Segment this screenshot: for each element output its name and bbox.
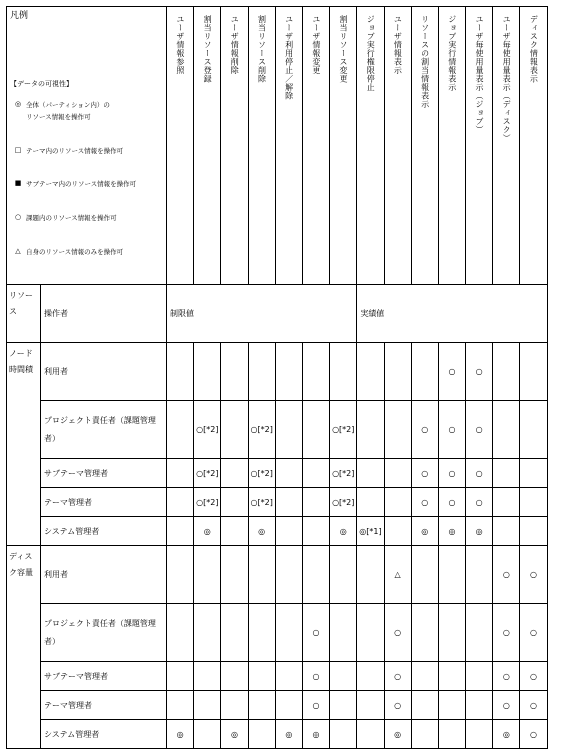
permission-cell: ○[*2] [194, 401, 221, 459]
legend-item [10, 146, 163, 158]
permission-cell [248, 343, 275, 401]
permission-cell [520, 401, 547, 459]
legend-item [10, 213, 163, 225]
permission-cell [302, 401, 329, 459]
permission-cell [194, 662, 221, 691]
permission-cell [466, 604, 493, 662]
column-header-label: 割当リソース登録 [203, 15, 213, 83]
permission-cell [357, 691, 384, 720]
legend-text-line: リソース情報を操作可 [26, 112, 91, 121]
operator-label-line: 者） [44, 433, 60, 443]
permission-cell [438, 720, 465, 749]
column-header [357, 7, 384, 285]
permission-table-container [6, 6, 548, 749]
legend-text-line: 課題内のリソース情報を操作可 [26, 213, 117, 222]
column-header-label: ジョブ実行情報表示 [447, 15, 457, 92]
operator-label [41, 343, 167, 401]
permission-cell [248, 604, 275, 662]
permission-cell: ○ [466, 343, 493, 401]
permission-cell: ◎ [194, 517, 221, 546]
header-row [7, 7, 548, 285]
permission-cell: ◎ [167, 720, 194, 749]
group-limit-header: 制限値 [167, 285, 357, 343]
permission-cell [302, 517, 329, 546]
column-header [438, 7, 465, 285]
permission-cell [302, 459, 329, 488]
permission-cell [520, 343, 547, 401]
permission-cell [221, 343, 248, 401]
permission-cell [248, 662, 275, 691]
operator-label-line: サブテーマ管理者 [44, 671, 108, 681]
permission-cell [194, 604, 221, 662]
permission-cell [384, 488, 411, 517]
permission-cell: ○ [438, 343, 465, 401]
permission-cell [275, 604, 302, 662]
permission-table [6, 6, 548, 749]
permission-cell [357, 720, 384, 749]
table-row [7, 691, 548, 720]
legend-text-line: 自身のリソース情報のみを操作可 [26, 247, 124, 256]
column-header [330, 7, 357, 285]
column-header-label: ジョブ実行権限停止 [366, 15, 376, 92]
permission-cell: ○ [438, 488, 465, 517]
operator-header: 操作者 [41, 285, 167, 343]
permission-cell: ○ [384, 691, 411, 720]
resource-label: ノード時間積 [7, 343, 41, 546]
table-row [7, 517, 548, 546]
permission-cell [438, 662, 465, 691]
permission-cell [466, 691, 493, 720]
legend-text [26, 179, 136, 191]
operator-label-line: テーマ管理者 [44, 700, 92, 710]
permission-cell [384, 343, 411, 401]
permission-cell: ○ [520, 546, 547, 604]
permission-cell [466, 720, 493, 749]
legend-text [26, 213, 117, 225]
permission-cell [466, 662, 493, 691]
permission-cell [330, 546, 357, 604]
column-header-label: ユーザ毎使用量表示（ジョブ） [474, 15, 484, 134]
permission-cell: ○ [411, 401, 438, 459]
permission-cell: ○ [493, 604, 520, 662]
legend-text [26, 146, 123, 158]
resource-header: リソース [7, 285, 41, 343]
permission-cell [167, 604, 194, 662]
permission-cell: ○ [520, 691, 547, 720]
legend-symbol: ◎ [14, 100, 22, 109]
permission-cell: ○ [493, 691, 520, 720]
table-row [7, 459, 548, 488]
permission-cell: ○[*2] [248, 401, 275, 459]
operator-label-line: 利用者 [44, 570, 68, 580]
permission-cell [411, 662, 438, 691]
operator-label-line: システム管理者 [44, 729, 100, 739]
permission-cell [357, 546, 384, 604]
permission-cell [357, 343, 384, 401]
legend-text-line: テーマ内のリソース情報を操作可 [26, 146, 124, 155]
permission-cell: ○[*2] [194, 459, 221, 488]
permission-cell [357, 459, 384, 488]
permission-cell [221, 401, 248, 459]
legend-cell [7, 7, 167, 285]
permission-cell [384, 401, 411, 459]
permission-cell [357, 401, 384, 459]
permission-cell [438, 691, 465, 720]
permission-cell: ◎[*1] [357, 517, 384, 546]
permission-cell: ○ [384, 604, 411, 662]
permission-cell [194, 691, 221, 720]
permission-cell [248, 546, 275, 604]
permission-cell [384, 517, 411, 546]
permission-cell [167, 662, 194, 691]
permission-cell [275, 343, 302, 401]
group-actual-header: 実績値 [357, 285, 547, 343]
permission-cell [357, 662, 384, 691]
permission-cell: ○[*2] [248, 459, 275, 488]
operator-label [41, 401, 167, 459]
legend-item [10, 179, 163, 191]
legend-items [10, 100, 163, 258]
permission-cell [275, 691, 302, 720]
group-header-row [7, 285, 548, 343]
permission-cell [357, 488, 384, 517]
permission-cell [520, 459, 547, 488]
legend-symbol: ○ [14, 212, 22, 221]
permission-cell [221, 691, 248, 720]
legend-text-line: 全体（パーティション内）の [26, 101, 110, 110]
column-header [411, 7, 438, 285]
operator-label-line: プロジェクト責任者（課題管理 [44, 416, 156, 426]
permission-cell: ○ [520, 604, 547, 662]
permission-cell: ◎ [411, 517, 438, 546]
operator-label-line: 者） [44, 636, 60, 646]
column-header [221, 7, 248, 285]
operator-label [41, 517, 167, 546]
permission-cell: ○ [520, 720, 547, 749]
operator-label [41, 604, 167, 662]
column-header [520, 7, 547, 285]
permission-cell [275, 662, 302, 691]
operator-label [41, 691, 167, 720]
legend-text [26, 247, 123, 259]
column-header [466, 7, 493, 285]
column-header-label: ユーザ情報削除 [230, 15, 240, 75]
permission-cell [221, 662, 248, 691]
permission-cell [302, 488, 329, 517]
column-header [275, 7, 302, 285]
permission-cell [221, 459, 248, 488]
permission-cell: ◎ [438, 517, 465, 546]
permission-cell [411, 604, 438, 662]
legend-symbol: □ [14, 145, 22, 154]
resource-label: ディスク容量 [7, 546, 41, 749]
permission-cell: ◎ [302, 720, 329, 749]
column-header-label: ディスク情報表示 [529, 15, 539, 83]
column-header-label: 割当リソース変更 [339, 15, 349, 83]
operator-label-line: テーマ管理者 [44, 497, 92, 507]
permission-cell [221, 517, 248, 546]
permission-cell [493, 343, 520, 401]
column-header-label: ユーザ情報変更 [311, 15, 321, 75]
permission-cell: ◎ [275, 720, 302, 749]
permission-cell [167, 459, 194, 488]
permission-cell [384, 459, 411, 488]
permission-cell: ○ [466, 401, 493, 459]
operator-label-line: システム管理者 [44, 526, 100, 536]
column-header [493, 7, 520, 285]
permission-cell [275, 459, 302, 488]
column-header-label: ユーザ情報参照 [175, 15, 185, 75]
legend-text [26, 100, 110, 123]
permission-cell [438, 604, 465, 662]
permission-cell: ◎ [221, 720, 248, 749]
operator-label [41, 720, 167, 749]
permission-cell: ○ [493, 662, 520, 691]
legend-symbol: ■ [14, 179, 22, 188]
permission-cell: ◎ [384, 720, 411, 749]
permission-cell [520, 488, 547, 517]
operator-label [41, 488, 167, 517]
permission-cell [167, 488, 194, 517]
permission-cell [330, 720, 357, 749]
permission-cell: ○[*2] [248, 488, 275, 517]
permission-cell [411, 546, 438, 604]
permission-cell [167, 517, 194, 546]
permission-cell [194, 720, 221, 749]
operator-label-line: プロジェクト責任者（課題管理 [44, 619, 156, 629]
permission-cell [248, 691, 275, 720]
permission-cell: ○ [466, 459, 493, 488]
permission-cell: ○ [438, 401, 465, 459]
permission-cell [330, 604, 357, 662]
column-header [167, 7, 194, 285]
column-header-label: ユーザ情報表示 [393, 15, 403, 75]
table-row [7, 720, 548, 749]
table-row [7, 662, 548, 691]
legend-subtitle: 【データの可視性】 [10, 79, 73, 88]
permission-cell [357, 604, 384, 662]
permission-cell: ◎ [493, 720, 520, 749]
permission-cell: ○[*2] [194, 488, 221, 517]
legend-item [10, 100, 163, 123]
legend-symbol: △ [15, 246, 21, 255]
permission-cell [411, 343, 438, 401]
permission-cell [411, 720, 438, 749]
column-header [302, 7, 329, 285]
column-header-label: ユーザ毎使用量表示（ディスク） [502, 15, 512, 143]
legend-title: 凡例 [10, 11, 29, 21]
permission-cell [275, 517, 302, 546]
permission-cell [466, 546, 493, 604]
permission-cell [411, 691, 438, 720]
permission-cell [167, 691, 194, 720]
permission-cell [330, 343, 357, 401]
permission-cell: ○ [411, 488, 438, 517]
permission-cell [493, 517, 520, 546]
permission-cell: ○[*2] [330, 401, 357, 459]
operator-label [41, 662, 167, 691]
permission-cell [194, 546, 221, 604]
table-row [7, 401, 548, 459]
permission-cell [493, 401, 520, 459]
permission-cell [330, 662, 357, 691]
legend-item [10, 247, 163, 259]
permission-cell [302, 546, 329, 604]
permission-cell [275, 488, 302, 517]
permission-cell [221, 546, 248, 604]
permission-cell: ◎ [248, 517, 275, 546]
permission-cell: ○ [302, 691, 329, 720]
permission-cell: ○ [438, 459, 465, 488]
permission-cell [493, 459, 520, 488]
column-header-label: 割当リソース削除 [257, 15, 267, 83]
operator-label [41, 546, 167, 604]
legend-text-line: サブテーマ内のリソース情報を操作可 [26, 180, 137, 189]
permission-cell [167, 401, 194, 459]
permission-cell: ○ [302, 604, 329, 662]
permission-cell: ○ [411, 459, 438, 488]
permission-cell [221, 488, 248, 517]
permission-cell [275, 401, 302, 459]
table-row [7, 343, 548, 401]
permission-cell [167, 546, 194, 604]
permission-cell: ○ [384, 662, 411, 691]
permission-cell: ○ [466, 488, 493, 517]
table-row [7, 488, 548, 517]
permission-cell [302, 343, 329, 401]
permission-cell [493, 488, 520, 517]
permission-cell: ○[*2] [330, 488, 357, 517]
permission-cell [275, 546, 302, 604]
permission-cell: ○ [493, 546, 520, 604]
permission-cell: ○ [302, 662, 329, 691]
column-header [194, 7, 221, 285]
column-header-label: ユーザ利用停止／解除 [284, 15, 294, 100]
column-header [248, 7, 275, 285]
operator-label-line: サブテーマ管理者 [44, 468, 108, 478]
permission-cell [221, 604, 248, 662]
permission-cell: △ [384, 546, 411, 604]
column-header [384, 7, 411, 285]
permission-cell: ○[*2] [330, 459, 357, 488]
permission-cell: ◎ [330, 517, 357, 546]
table-row [7, 546, 548, 604]
permission-cell: ◎ [466, 517, 493, 546]
permission-cell [167, 343, 194, 401]
column-header-label: リソースの割当情報表示 [420, 15, 430, 109]
operator-label-line: 利用者 [44, 367, 68, 377]
permission-cell: ○ [520, 662, 547, 691]
permission-cell [194, 343, 221, 401]
permission-cell [330, 691, 357, 720]
operator-label [41, 459, 167, 488]
permission-cell [248, 720, 275, 749]
permission-cell [438, 546, 465, 604]
permission-cell [520, 517, 547, 546]
table-row [7, 604, 548, 662]
